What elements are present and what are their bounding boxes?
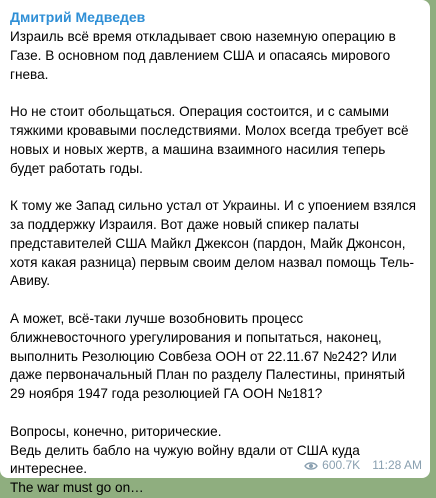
message-paragraph [10,103,420,178]
text-line: ближневосточного урегулирования и попытаться, наконец, [10,329,382,345]
message-paragraph [10,310,420,404]
text-line: выполнить Резолюцию Совбеза ООН от 22.11.67 №242? Или [10,348,397,364]
message-time: 11:28 AM [372,458,422,472]
message-paragraph [10,28,420,84]
text-line: гнева. [10,66,49,82]
text-line: А может, всё-таки лучше возобновить процесс [10,310,304,326]
text-line: интереснее. [10,461,88,477]
text-line: новых и новых жертв, а машина взаимного насилия теперь [10,141,386,157]
text-line: хотя какая разница) первым своим делом назвал помощь Тель- [10,254,415,270]
text-line: Газе. В основном под давлением США и опасаясь мирового [10,47,391,63]
message-meta [304,458,422,472]
text-line: Израиль всё время откладывает свою наземную операцию в [10,29,396,44]
text-line: тяжкими кровавыми последствиями. Молох всегда требует всё [10,122,409,138]
text-line: 29 ноября 1947 года резолюцией ГА ООН №181? [10,386,323,402]
text-line: представителей США Майкл Джексон (пардон, Майк Джонсон, [10,235,406,251]
text-line: К тому же Запад сильно устал от Украины. И с упоением взялся [10,198,416,214]
text-line: Авиву. [10,273,51,289]
text-line: Вопросы, конечно, риторические. [10,423,222,439]
text-line: даже первоначальный План по разделу Палестины, принятый [10,367,406,383]
message-text [10,28,420,498]
text-line: Ведь делить бабло на чужую войну вдали от США куда [10,442,360,458]
text-line: за поддержку Израиля. Вот даже новый спикер палаты [10,216,360,232]
text-line: The war must go on… [10,480,144,496]
view-count: 600.7K [322,458,361,472]
sender-name[interactable]: Дмитрий Медведев [10,9,146,25]
text-line: будет работать годы. [10,160,143,176]
eye-icon [304,460,318,470]
text-line: Но не стоит обольщаться. Операция состоится, и с самыми [10,104,389,120]
message-paragraph [10,197,420,291]
